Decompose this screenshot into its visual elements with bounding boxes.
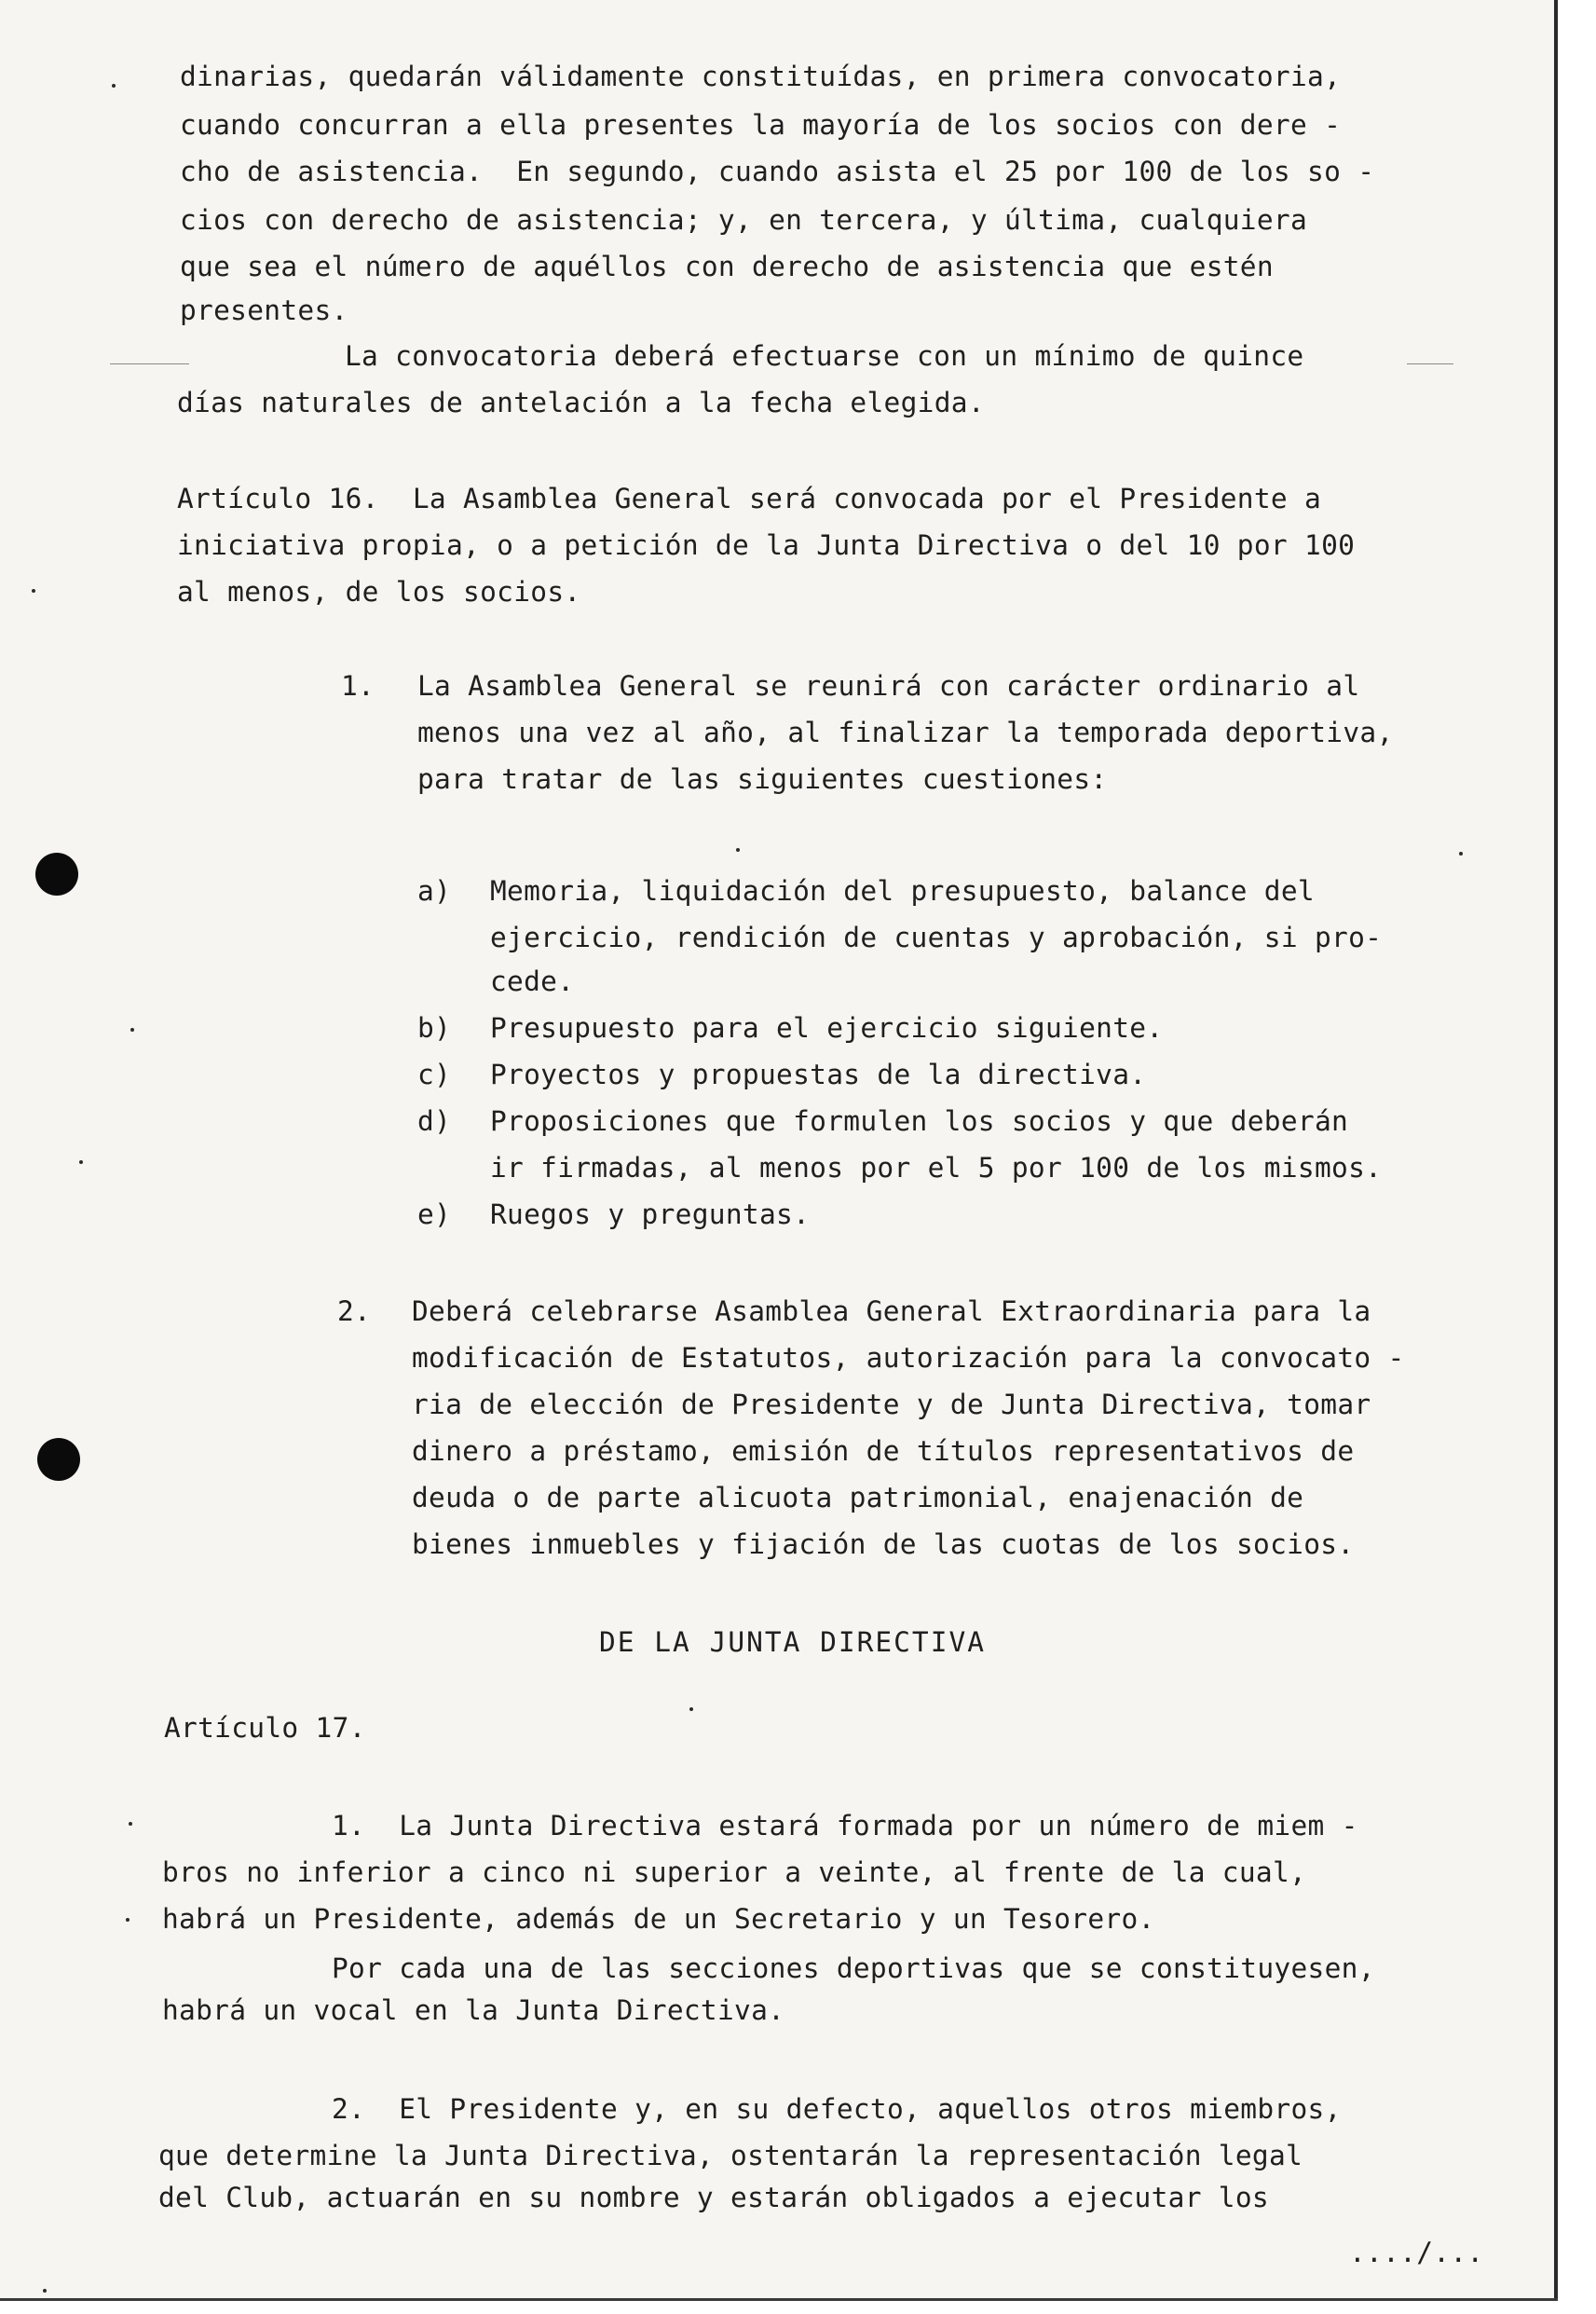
article17-p2-line-2: que determine la Junta Directiva, ostentarán la representación legal: [158, 2140, 1303, 2171]
article16-item2-line-2: modificación de Estatutos, autorización para la convocato -: [412, 1342, 1405, 1374]
article17-p1-line-2: bros no inferior a cinco ni superior a veinte, al frente de la cual,: [162, 1856, 1307, 1888]
intro-line-5: que sea el número de aquéllos con derecho de asistencia que estén: [180, 251, 1274, 282]
scan-margin-right: [1558, 0, 1596, 2314]
punch-hole-upper: [35, 853, 78, 896]
article16-item1-line-1: La Asamblea General se reunirá con carácter ordinario al: [417, 670, 1360, 702]
article17-p1-line-3: habrá un Presidente, además de un Secretario y un Tesorero.: [162, 1903, 1155, 1935]
speck: [79, 1160, 83, 1164]
subitem-d-letter: d): [417, 1105, 452, 1137]
speck: [32, 589, 35, 593]
article16-item2-number: 2.: [337, 1295, 372, 1327]
article17-p2-line-1: 2. El Presidente y, en su defecto, aquellos otros miembros,: [332, 2093, 1342, 2125]
article16-item2-line-4: dinero a préstamo, emisión de títulos representativos de: [412, 1435, 1355, 1467]
scan-margin-bottom: [0, 2301, 1596, 2314]
article16-line-3: al menos, de los socios.: [177, 576, 581, 608]
punch-hole-lower: [37, 1438, 80, 1481]
speck: [689, 1707, 693, 1711]
convocatoria-line-2: días naturales de antelación a la fecha elegida.: [177, 387, 985, 418]
scan-line-right: [1407, 363, 1453, 364]
convocatoria-line-1: La convocatoria deberá efectuarse con un mínimo de quince: [345, 340, 1304, 372]
subitem-b-line-1: Presupuesto para el ejercicio siguiente.: [490, 1012, 1164, 1044]
subitem-b-letter: b): [417, 1012, 452, 1044]
intro-line-6: presentes.: [180, 294, 348, 326]
subitem-e-letter: e): [417, 1198, 452, 1230]
speck: [129, 1822, 132, 1826]
section-heading: DE LA JUNTA DIRECTIVA: [599, 1626, 986, 1658]
subitem-a-line-3: cede.: [490, 965, 575, 997]
subitem-a-line-2: ejercicio, rendición de cuentas y aprobación, si pro-: [490, 922, 1383, 953]
intro-line-2: cuando concurran a ella presentes la mayoría de los socios con dere -: [180, 109, 1342, 141]
scan-line-left: [110, 363, 189, 364]
subitem-e-line-1: Ruegos y preguntas.: [490, 1198, 811, 1230]
speck: [126, 1918, 130, 1922]
article16-item2-line-3: ria de elección de Presidente y de Junta Directiva, tomar: [412, 1389, 1371, 1420]
continuation-mark: ..../...: [1349, 2237, 1484, 2268]
subitem-c-line-1: Proyectos y propuestas de la directiva.: [490, 1059, 1147, 1090]
article16-item2-line-1: Deberá celebrarse Asamblea General Extraordinaria para la: [412, 1295, 1371, 1327]
intro-line-3: cho de asistencia. En segundo, cuando asista el 25 por 100 de los so -: [180, 156, 1375, 187]
intro-line-1: dinarias, quedarán válidamente constituídas, en primera convocatoria,: [180, 61, 1342, 92]
article17-p1b-line-1: Por cada una de las secciones deportivas que se constituyesen,: [332, 1952, 1375, 1984]
speck: [130, 1028, 134, 1032]
article17-p1-line-1: 1. La Junta Directiva estará formada por un número de miem -: [332, 1810, 1358, 1842]
speck: [43, 2289, 47, 2293]
article16-item1-line-3: para tratar de las siguientes cuestiones:: [417, 763, 1108, 795]
subitem-d-line-1: Proposiciones que formulen los socios y que deberán: [490, 1105, 1349, 1137]
article17-p2-line-3: del Club, actuarán en su nombre y estarán obligados a ejecutar los: [158, 2182, 1269, 2213]
article17-p1b-line-2: habrá un vocal en la Junta Directiva.: [162, 1994, 785, 2026]
article17-title: Artículo 17.: [164, 1712, 366, 1744]
speck: [1459, 852, 1463, 856]
subitem-a-letter: a): [417, 875, 452, 907]
article16-item1-number: 1.: [341, 670, 375, 702]
subitem-c-letter: c): [417, 1059, 452, 1090]
intro-line-4: cios con derecho de asistencia; y, en tercera, y última, cualquiera: [180, 204, 1308, 236]
subitem-a-line-1: Memoria, liquidación del presupuesto, balance del: [490, 875, 1315, 907]
article16-line-2: iniciativa propia, o a petición de la Junta Directiva o del 10 por 100: [177, 529, 1356, 561]
article16-item2-line-6: bienes inmuebles y fijación de las cuotas de los socios.: [412, 1528, 1355, 1560]
article16-line-1: Artículo 16. La Asamblea General será convocada por el Presidente a: [177, 483, 1322, 514]
article16-item1-line-2: menos una vez al año, al finalizar la temporada deportiva,: [417, 717, 1394, 748]
subitem-d-line-2: ir firmadas, al menos por el 5 por 100 de los mismos.: [490, 1152, 1383, 1184]
speck: [112, 84, 116, 88]
article16-item2-line-5: deuda o de parte alicuota patrimonial, enajenación de: [412, 1482, 1304, 1513]
speck: [736, 848, 740, 852]
